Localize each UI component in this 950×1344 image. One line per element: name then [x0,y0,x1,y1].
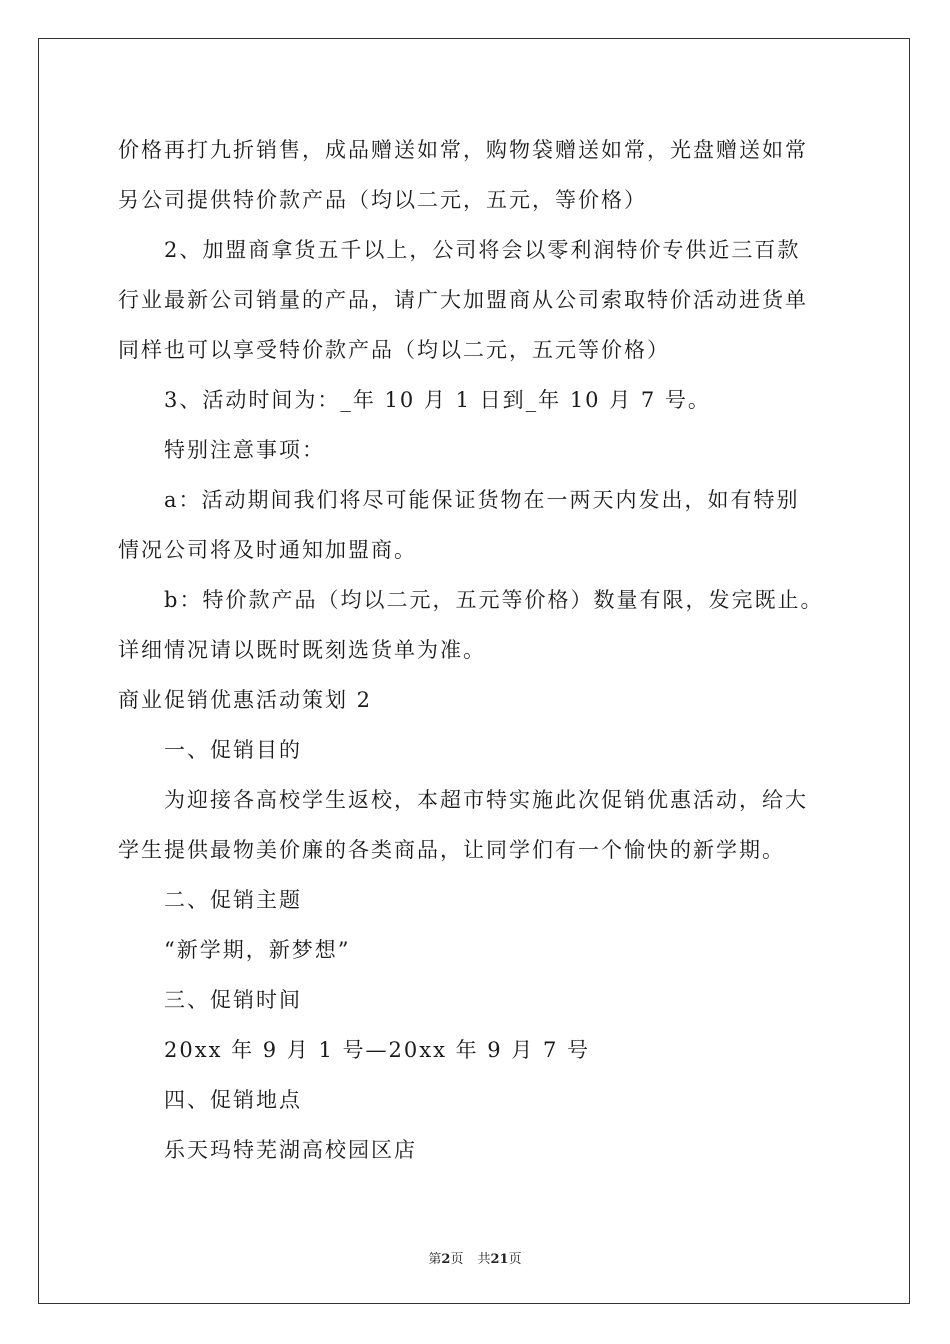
footer-page-prefix: 第 [428,1252,442,1267]
section-heading: 四、促销地点 [164,1088,302,1112]
section-heading: 特别注意事项： [164,438,325,462]
paragraph-line: 行业最新公司销量的产品，请广大加盟商从公司索取特价活动进货单 [118,288,808,312]
footer-page-suffix: 页 [450,1252,464,1267]
paragraph-line: a：活动期间我们将尽可能保证货物在一两天内发出，如有特别 [164,488,800,512]
section-heading: 二、促销主题 [164,888,302,912]
paragraph-line: 同样也可以享受特价款产品（均以二元，五元等价格） [118,338,670,362]
footer-total-suffix: 页 [508,1252,522,1267]
page-footer [0,1248,950,1267]
paragraph-line: 另公司提供特价款产品（均以二元，五元，等价格） [118,188,647,212]
footer-total-prefix: 共 [477,1252,491,1267]
section-heading: 三、促销时间 [164,988,302,1012]
document-title: 商业促销优惠活动策划 2 [118,688,373,712]
document-body [118,125,838,1175]
paragraph-line: b：特价款产品（均以二元，五元等价格）数量有限，发完既止。 [164,588,824,612]
paragraph-line: 乐天玛特芜湖高校园区店 [164,1138,417,1162]
paragraph-line: 2、加盟商拿货五千以上，公司将会以零利润特价专供近三百款 [164,238,801,262]
paragraph-line: 3、活动时间为：_年 10 月 1 日到_年 10 月 7 号。 [164,388,711,412]
paragraph-line: 学生提供最物美价廉的各类商品，让同学们有一个愉快的新学期。 [118,838,785,862]
paragraph-line: 情况公司将及时通知加盟商。 [118,538,417,562]
section-heading: 一、促销目的 [164,738,302,762]
footer-total-pages: 21 [490,1252,509,1267]
footer-page-number: 2 [441,1252,451,1267]
paragraph-line: 为迎接各高校学生返校，本超市特实施此次促销优惠活动，给大 [164,788,808,812]
paragraph-line: 详细情况请以既时既刻选货单为准。 [118,638,486,662]
paragraph-line: 价格再打九折销售，成品赠送如常，购物袋赠送如常，光盘赠送如常 [118,138,808,162]
paragraph-line: 20xx 年 9 月 1 号—20xx 年 9 月 7 号 [164,1038,591,1062]
paragraph-line: “新学期，新梦想” [164,938,351,962]
